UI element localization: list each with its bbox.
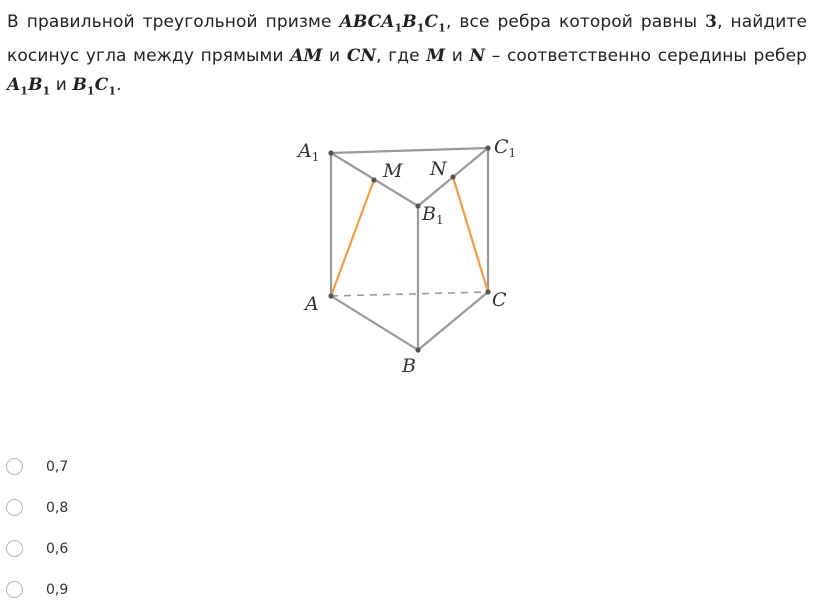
point-n [450, 174, 455, 179]
point-a1 [328, 150, 333, 155]
radio-icon[interactable] [6, 499, 23, 516]
segment-cn [453, 177, 488, 292]
label-b1: $B_1$ [422, 203, 444, 227]
point-a [328, 293, 333, 298]
radio-icon[interactable] [6, 458, 23, 475]
option-label: 0,6 [46, 540, 69, 557]
label-a: A [305, 293, 319, 315]
label-c1: $C_1$ [494, 136, 517, 160]
option-label: 0,9 [46, 581, 69, 598]
option-4[interactable] [6, 569, 68, 610]
option-1[interactable] [6, 446, 68, 487]
edge-a1-c1 [331, 148, 488, 153]
point-b1 [415, 203, 420, 208]
option-3[interactable] [6, 528, 68, 569]
option-label: 0,7 [46, 458, 69, 475]
label-m: M [383, 160, 403, 182]
edge-b-c [418, 292, 488, 350]
label-a1: $A_1$ [298, 140, 320, 164]
edge-a-b [331, 296, 418, 350]
segment-am [331, 180, 374, 296]
radio-icon[interactable] [6, 540, 23, 557]
point-c1 [485, 145, 490, 150]
radio-icon[interactable] [6, 581, 23, 598]
question-text: В правильной треугольной призме $ABCA_1B_1C_1$, все ребра которой равны 3, найдите косинус угла между прямыми AM и CN, где M и N – соответственно середины ребер $A_1B_1$ и $B_1C_1$. [7, 12, 808, 98]
option-label: 0,8 [46, 499, 69, 516]
edge-a-c-hidden [331, 292, 488, 296]
label-c: C [492, 289, 507, 311]
option-2[interactable] [6, 487, 68, 528]
label-n: N [430, 158, 447, 180]
label-b: B [402, 355, 416, 377]
answer-options [6, 446, 68, 610]
point-m [371, 177, 376, 182]
point-c [485, 289, 490, 294]
prism-name: $ABCA_1B_1C_1$ [339, 12, 446, 35]
point-b [415, 347, 420, 352]
